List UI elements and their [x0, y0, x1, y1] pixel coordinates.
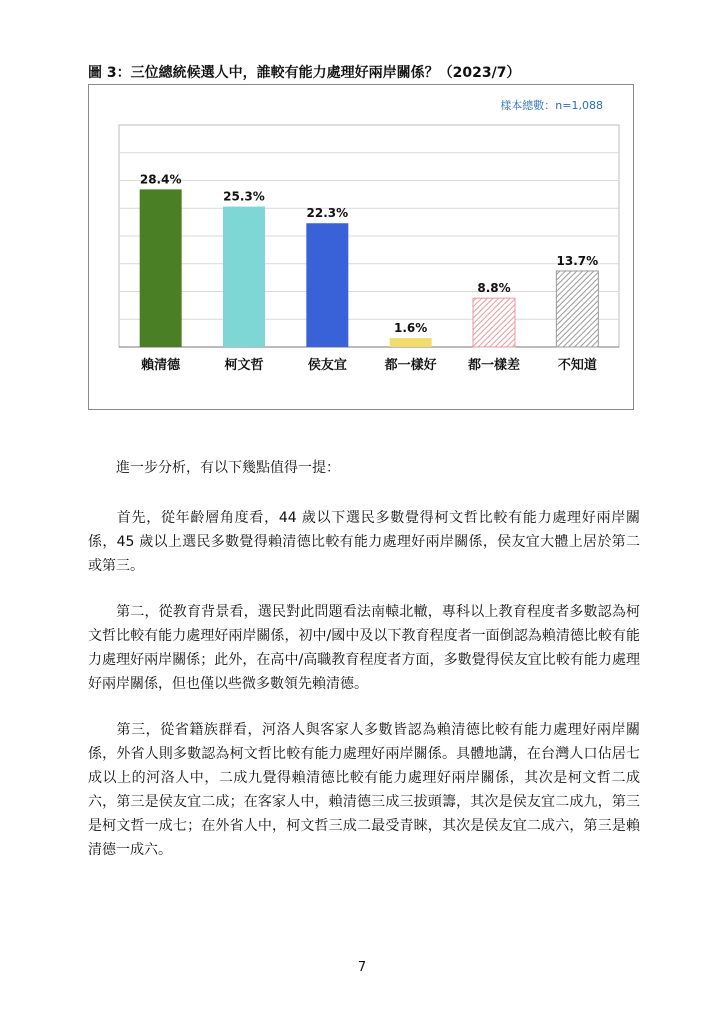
bar-3 [306, 223, 348, 347]
category-label-5: 都一樣差 [467, 358, 521, 373]
paragraph-age [88, 506, 640, 578]
figure-title: 圖 3：三位總統候選人中，誰較有能力處理好兩岸關係？（2023/7） [88, 65, 521, 81]
bar-1 [140, 189, 182, 347]
category-label-3: 侯友宜 [307, 358, 347, 373]
category-label-4: 都一樣好 [384, 358, 437, 373]
bar-2 [223, 207, 265, 347]
page-number: 7 [357, 960, 367, 975]
sample-size-note: 樣本總數：n=1,088 [500, 99, 603, 112]
paragraph-education-text: 第二，從教育背景看，選民對此問題看法南轅北轍，專科以上教育程度者多數認為柯文哲比較有能力處理好兩岸關係，初中/國中及以下教育程度者一面倒認為賴清德比較有能力處理好兩岸關係；此外，在高中/高職教育程度者方面，多數覺得侯友宜比較有能力處理好兩岸關係，但也僅以些微多數領先賴清德。 [88, 604, 640, 692]
category-label-6: 不知道 [557, 358, 597, 373]
paragraph-age-text: 首先，從年齡層角度看，44 歲以下選民多數覺得柯文哲比較有能力處理好兩岸關係，45 歲以上選民多數覺得賴清德比較有能力處理好兩岸關係，侯友宜大體上居於第二或第三。 [88, 510, 640, 574]
paragraph-ethnicity-text: 第三，從省籍族群看，河洛人與客家人多數皆認為賴清德比較有能力處理好兩岸關係，外省人則多數認為柯文哲比較有能力處理好兩岸關係。具體地講，在台灣人口佔居七成以上的河洛人中，二成九覺得賴清德比較有能力處理好兩岸關係，其次是柯文哲二成六，第三是侯友宜二成；在客家人中，賴清德三成三拔頭籌，其次是侯友宜二成九，第三是柯文哲一成七；在外省人中，柯文哲三成二最受青睞，其次是侯友宜二成六，第三是賴清德一成六。 [88, 722, 640, 858]
data-label-4: 1.6% [394, 321, 428, 336]
paragraph-ethnicity [88, 718, 640, 862]
chart-container [88, 84, 634, 410]
bar-4 [390, 338, 432, 347]
bar-chart [89, 85, 635, 411]
bar-5 [473, 298, 515, 347]
intro-paragraph [88, 456, 640, 480]
paragraph-education [88, 600, 640, 696]
category-label-1: 賴清德 [141, 358, 181, 373]
data-label-6: 13.7% [556, 253, 599, 268]
data-label-1: 28.4% [139, 172, 182, 187]
data-label-5: 8.8% [477, 281, 511, 296]
intro-text: 進一步分析，有以下幾點值得一提： [116, 460, 340, 476]
data-label-2: 25.3% [223, 189, 265, 204]
bar-6 [556, 271, 598, 347]
category-label-2: 柯文哲 [224, 358, 264, 373]
data-label-3: 22.3% [306, 206, 349, 221]
